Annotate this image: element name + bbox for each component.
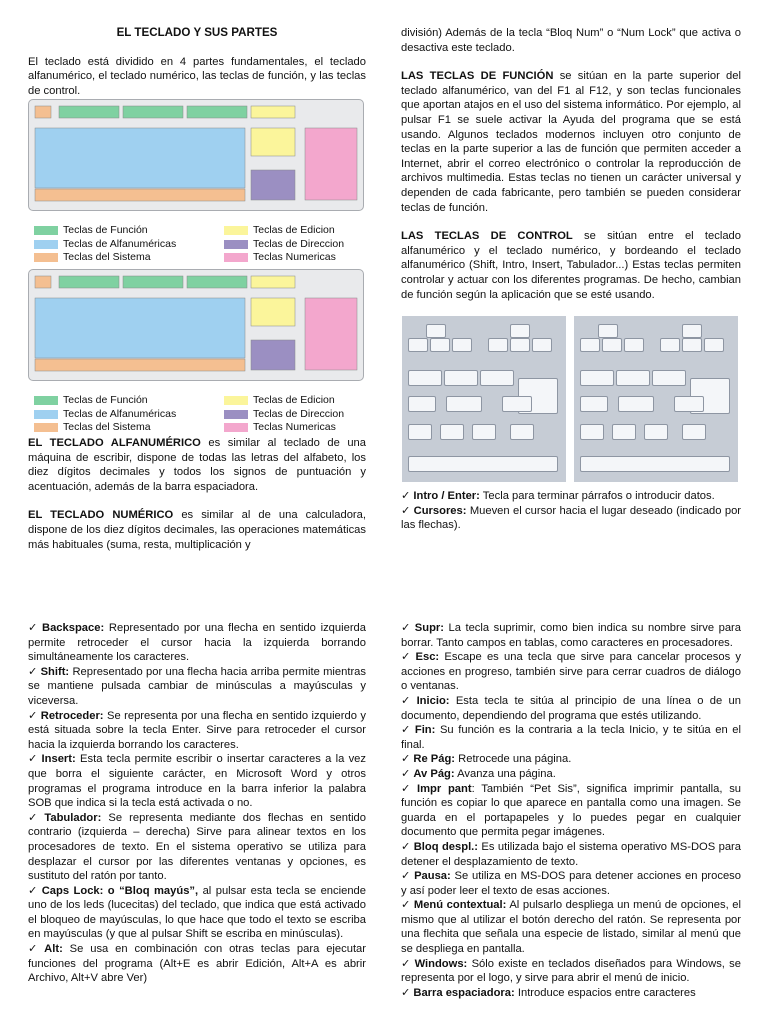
control-text: se sitúan entre el teclado alfanumérico y el teclado numérico, y bordeando el teclado alfanumérico (Shift, Intro, Insert, Tabulador...) Estas teclas permiten controlar y actuar con los diferentes programas. De hecho, cambian de función según la aplicación que se esté usando. <box>401 230 741 301</box>
bullet-caps-lock <box>28 884 366 942</box>
bullet-head: Re Pág: <box>413 753 456 766</box>
check-icon: ✓ <box>401 622 412 634</box>
bullet-body: al pulsar esta tecla se enciende uno de los leds (lucecitas) del teclado, que indica que está activado el bloqueo de mayúsculas, lo que hace que todo el texto se escriba en mayúsculas (y que al pulsar Shift se escriba en minúsculas). <box>28 884 367 941</box>
check-icon: ✓ <box>401 840 411 853</box>
bullet-head: Retroceder: <box>40 709 104 722</box>
bullet-body: Retrocede una página. <box>455 753 572 766</box>
bullet-body: Avanza una página. <box>454 767 556 780</box>
bullet-head: Fin: <box>414 724 436 737</box>
control-keys-photo-1 <box>402 316 566 482</box>
bullet-barra-espaciadora <box>401 986 741 1001</box>
bullet-body: Se utiliza en MS-DOS para detener acciones en proceso y así poder leer el texto de esas acciones. <box>401 870 741 897</box>
bullet-head: Windows: <box>414 957 468 970</box>
bullet-retroceder <box>28 709 366 753</box>
bullet-head: Pausa: <box>414 870 451 883</box>
numerico-paragraph <box>28 508 366 552</box>
bullet-head: Impr pant <box>417 782 472 795</box>
bullet-alt <box>28 942 366 986</box>
bullet-head: Barra espaciadora: <box>413 986 515 999</box>
legend-label: Teclas Numericas <box>253 251 336 264</box>
bullet-head: Caps Lock: o “Bloq mayús”, <box>41 884 199 897</box>
numerico-text: es similar al de una calculadora, dispone de los diez dígitos decimales, las operaciones matemáticas más habituales (suma, resta, multiplicación y <box>28 509 366 551</box>
bullet-insert <box>28 752 366 810</box>
alfanumerico-heading: EL TECLADO ALFANUMÉRICO <box>28 437 201 449</box>
bullet-body: La tecla suprimir, como bien indica su nombre sirve para borrar. Tanto campos en tablas, como caracteres en procesadores. <box>401 622 741 649</box>
check-icon: ✓ <box>401 767 411 780</box>
bullet-head: Backspace: <box>41 622 105 634</box>
bullet-body: Mueven el cursor hacia el lugar deseado (indicado por las flechas). <box>401 504 742 532</box>
check-icon: ✓ <box>401 504 411 517</box>
check-icon: ✓ <box>401 986 411 999</box>
check-icon: ✓ <box>401 957 412 970</box>
alfanumerico-paragraph <box>28 436 366 494</box>
bullet-head: Supr: <box>414 622 444 634</box>
legend-label: Teclas de Direccion <box>253 407 345 420</box>
bullet-av-pag <box>401 767 741 782</box>
bullet-head: Inicio: <box>416 694 450 707</box>
bullet-head: Menú contextual: <box>413 899 507 912</box>
bullet-impr-pant <box>401 782 741 840</box>
bullet-body: Se representa por una flecha en sentido izquierdo y está situada sobre la tecla Enter. Sirve para retroceder el cursor hacia la izquierda borrando los caracteres. <box>28 709 366 751</box>
bullet-head: Insert: <box>41 753 76 766</box>
bullet-head: Shift: <box>40 665 70 678</box>
bullet-head: Bloq despl.: <box>413 840 479 853</box>
legend-label: Teclas del Sistema <box>63 421 151 434</box>
check-icon: ✓ <box>28 709 38 722</box>
bullet-body: Sólo existe en teclados diseñados para Windows, se representa por el logo, y sirve para abrir el menú de inicio. <box>401 957 741 985</box>
check-icon: ✓ <box>28 622 39 634</box>
check-icon: ✓ <box>28 884 39 897</box>
bullet-head: Esc: <box>415 651 440 664</box>
bullet-backspace <box>28 621 366 665</box>
control-paragraph <box>401 229 741 302</box>
bullet-body: Se representa mediante dos flechas en sentido contrario (izquierda – derecha) Sirve para alinear textos en los procesadores de texto. En el sistema operativo se utiliza para desplazar el cursor por las diferentes ventanas y opciones, es sustituto del ratón por tanto. <box>28 811 366 883</box>
bullet-body: Escape es una tecla que sirve para cancelar procesos y acciones en progreso, también sirve para cerrar cuadros de diálogo o ventanas. <box>401 651 741 693</box>
alfanumerico-text: es similar al teclado de una máquina de escribir, dispone de todas las letras del alfabeto, los diez dígitos decimales y todos los signos de puntuación y acentuación, además de la barra espaciadora. <box>28 437 366 493</box>
legend-label: Teclas de Edicion <box>253 224 335 237</box>
document-title: EL TECLADO Y SUS PARTES <box>116 26 278 39</box>
bullet-re-pag <box>401 752 741 767</box>
bullet-body: Representado por una flecha hacia arriba permite mientras se mantiene pulsada cambiar de minúsculas a mayúsculas y viceversa. <box>28 665 367 707</box>
bullet-bloq-despl <box>401 840 741 869</box>
check-icon: ✓ <box>401 782 414 795</box>
continuation-paragraph: división) Además de la tecla “Bloq Num” o “Num Lock” que activa o desactiva este teclado. <box>401 27 741 54</box>
bullet-body: Esta tecla te sitúa al principio de una línea o de un documento, dependiendo del programa que estés utilizando. <box>401 694 741 722</box>
legend-label: Teclas Numericas <box>253 421 336 434</box>
check-icon: ✓ <box>401 694 414 707</box>
right-column-mid-bullets <box>401 489 741 533</box>
legend-label: Teclas de Alfanuméricas <box>63 407 177 420</box>
check-icon: ✓ <box>28 665 38 678</box>
legend-label: Teclas de Función <box>63 224 148 237</box>
bullet-shift <box>28 665 366 709</box>
bullet-body: Es utilizada bajo el sistema operativo MS-DOS para detener el desplazamiento de texto. <box>401 840 741 868</box>
check-icon: ✓ <box>28 943 42 956</box>
check-icon: ✓ <box>401 870 412 883</box>
bullet-head: Alt: <box>44 943 63 956</box>
bullet-tabulador <box>28 811 366 884</box>
bullet-body: Su función es la contraria a la tecla Inicio, y te sitúa en el final. <box>401 724 741 751</box>
bullet-windows <box>401 957 741 986</box>
legend-label: Teclas de Edicion <box>253 394 335 407</box>
legend-label: Teclas de Direccion <box>253 237 345 250</box>
legend-label: Teclas del Sistema <box>63 251 151 264</box>
keyboard-diagram-1 <box>28 99 364 211</box>
funcion-heading: LAS TECLAS DE FUNCIÓN <box>401 70 554 83</box>
bullet-body: Introduce espacios entre caracteres <box>514 986 696 999</box>
legend-2 <box>34 394 364 435</box>
bullet-inicio <box>401 694 741 723</box>
check-icon: ✓ <box>401 724 412 737</box>
left-column-sections <box>28 436 366 552</box>
bullet-body: Representado por una flecha en sentido izquierda permite retroceder el cursor hacia la izquierda borrando simultáneamente los caracteres. <box>28 622 367 664</box>
bullet-supr <box>401 621 741 650</box>
check-icon: ✓ <box>401 899 411 912</box>
bullet-body: Tecla para terminar párrafos o introducir datos. <box>479 490 715 502</box>
bullet-head: Intro / Enter: <box>413 490 480 502</box>
bullet-head: Av Pág: <box>413 767 455 780</box>
bullet-cursores <box>401 504 741 533</box>
control-heading: LAS TECLAS DE CONTROL <box>401 230 573 243</box>
bullet-pausa <box>401 869 741 898</box>
bullet-esc <box>401 650 741 694</box>
intro-paragraph: El teclado está dividido en 4 partes fundamentales, el teclado alfanumérico, el teclado numérico, las teclas de función, y las teclas de control. <box>28 55 366 97</box>
funcion-text: se sitúan en la parte superior del teclado alfanumérico, van del F1 al F12, y son teclas funcionales que aportan atajos en el uso del sistema informático. Por ejemplo, al pulsar F1 se suele activar la Ayuda del programa que se está usando. Algunos teclados modernos incluyen otro conjunto de teclas en la parte superior a las de función que permiten acceder a Internet, abrir el correo electrónico o controlar la reproducción de archivos multimedia. Estas teclas no tienen un carácter universal y dependen de cada fabricante, pero también se pueden considerar teclas de función. <box>401 70 741 214</box>
right-column-top <box>401 26 741 302</box>
bullet-menu-contextual <box>401 898 741 956</box>
right-column-bottom <box>401 621 741 1000</box>
legend-label: Teclas de Función <box>63 394 148 407</box>
check-icon: ✓ <box>401 490 411 502</box>
check-icon: ✓ <box>401 753 411 766</box>
bullet-body: Al pulsarlo despliega un menú de opciones, el mismo que al utilizar el botón derecho del ratón. Se representa por una flechita que señala una especie de listado, similar al menú que se despliega en pantalla. <box>401 899 742 956</box>
bullet-body: : También “Pet Sis”, significa imprimir pantalla, su función es copiar lo que aparece en pantalla como una imagen. Se guarda en el portapapeles y lo puedes pegar en cualquier documento que permita pegar imágenes. <box>401 782 742 839</box>
control-keys-photo-2 <box>574 316 738 482</box>
keyboard-diagram-2 <box>28 269 364 381</box>
check-icon: ✓ <box>28 811 42 824</box>
bullet-fin <box>401 723 741 752</box>
bullet-head: Cursores: <box>413 504 467 517</box>
legend-1 <box>34 224 364 265</box>
left-column-bottom <box>28 621 366 986</box>
check-icon: ✓ <box>401 651 413 664</box>
left-column-top <box>28 26 366 98</box>
legend-label: Teclas de Alfanuméricas <box>63 237 177 250</box>
bullet-intro-enter <box>401 489 741 504</box>
check-icon: ✓ <box>28 753 39 766</box>
numerico-heading: EL TECLADO NUMÉRICO <box>28 509 174 522</box>
funcion-paragraph <box>401 69 741 215</box>
bullet-head: Tabulador: <box>44 811 102 824</box>
bullet-body: Se usa en combinación con otras teclas para ejecutar funciones del programa (Alt+E es abrir Edición, Alt+A es abrir Archivo, Alt+V abre Ver) <box>28 943 367 985</box>
bullet-body: Esta tecla permite escribir o insertar caracteres a la vez que borra el siguiente carácter, en Microsoft Word y otros programas el programa introduce en la barra inferior la palabra SOB que indica si la tecla está activada o no. <box>28 753 366 810</box>
